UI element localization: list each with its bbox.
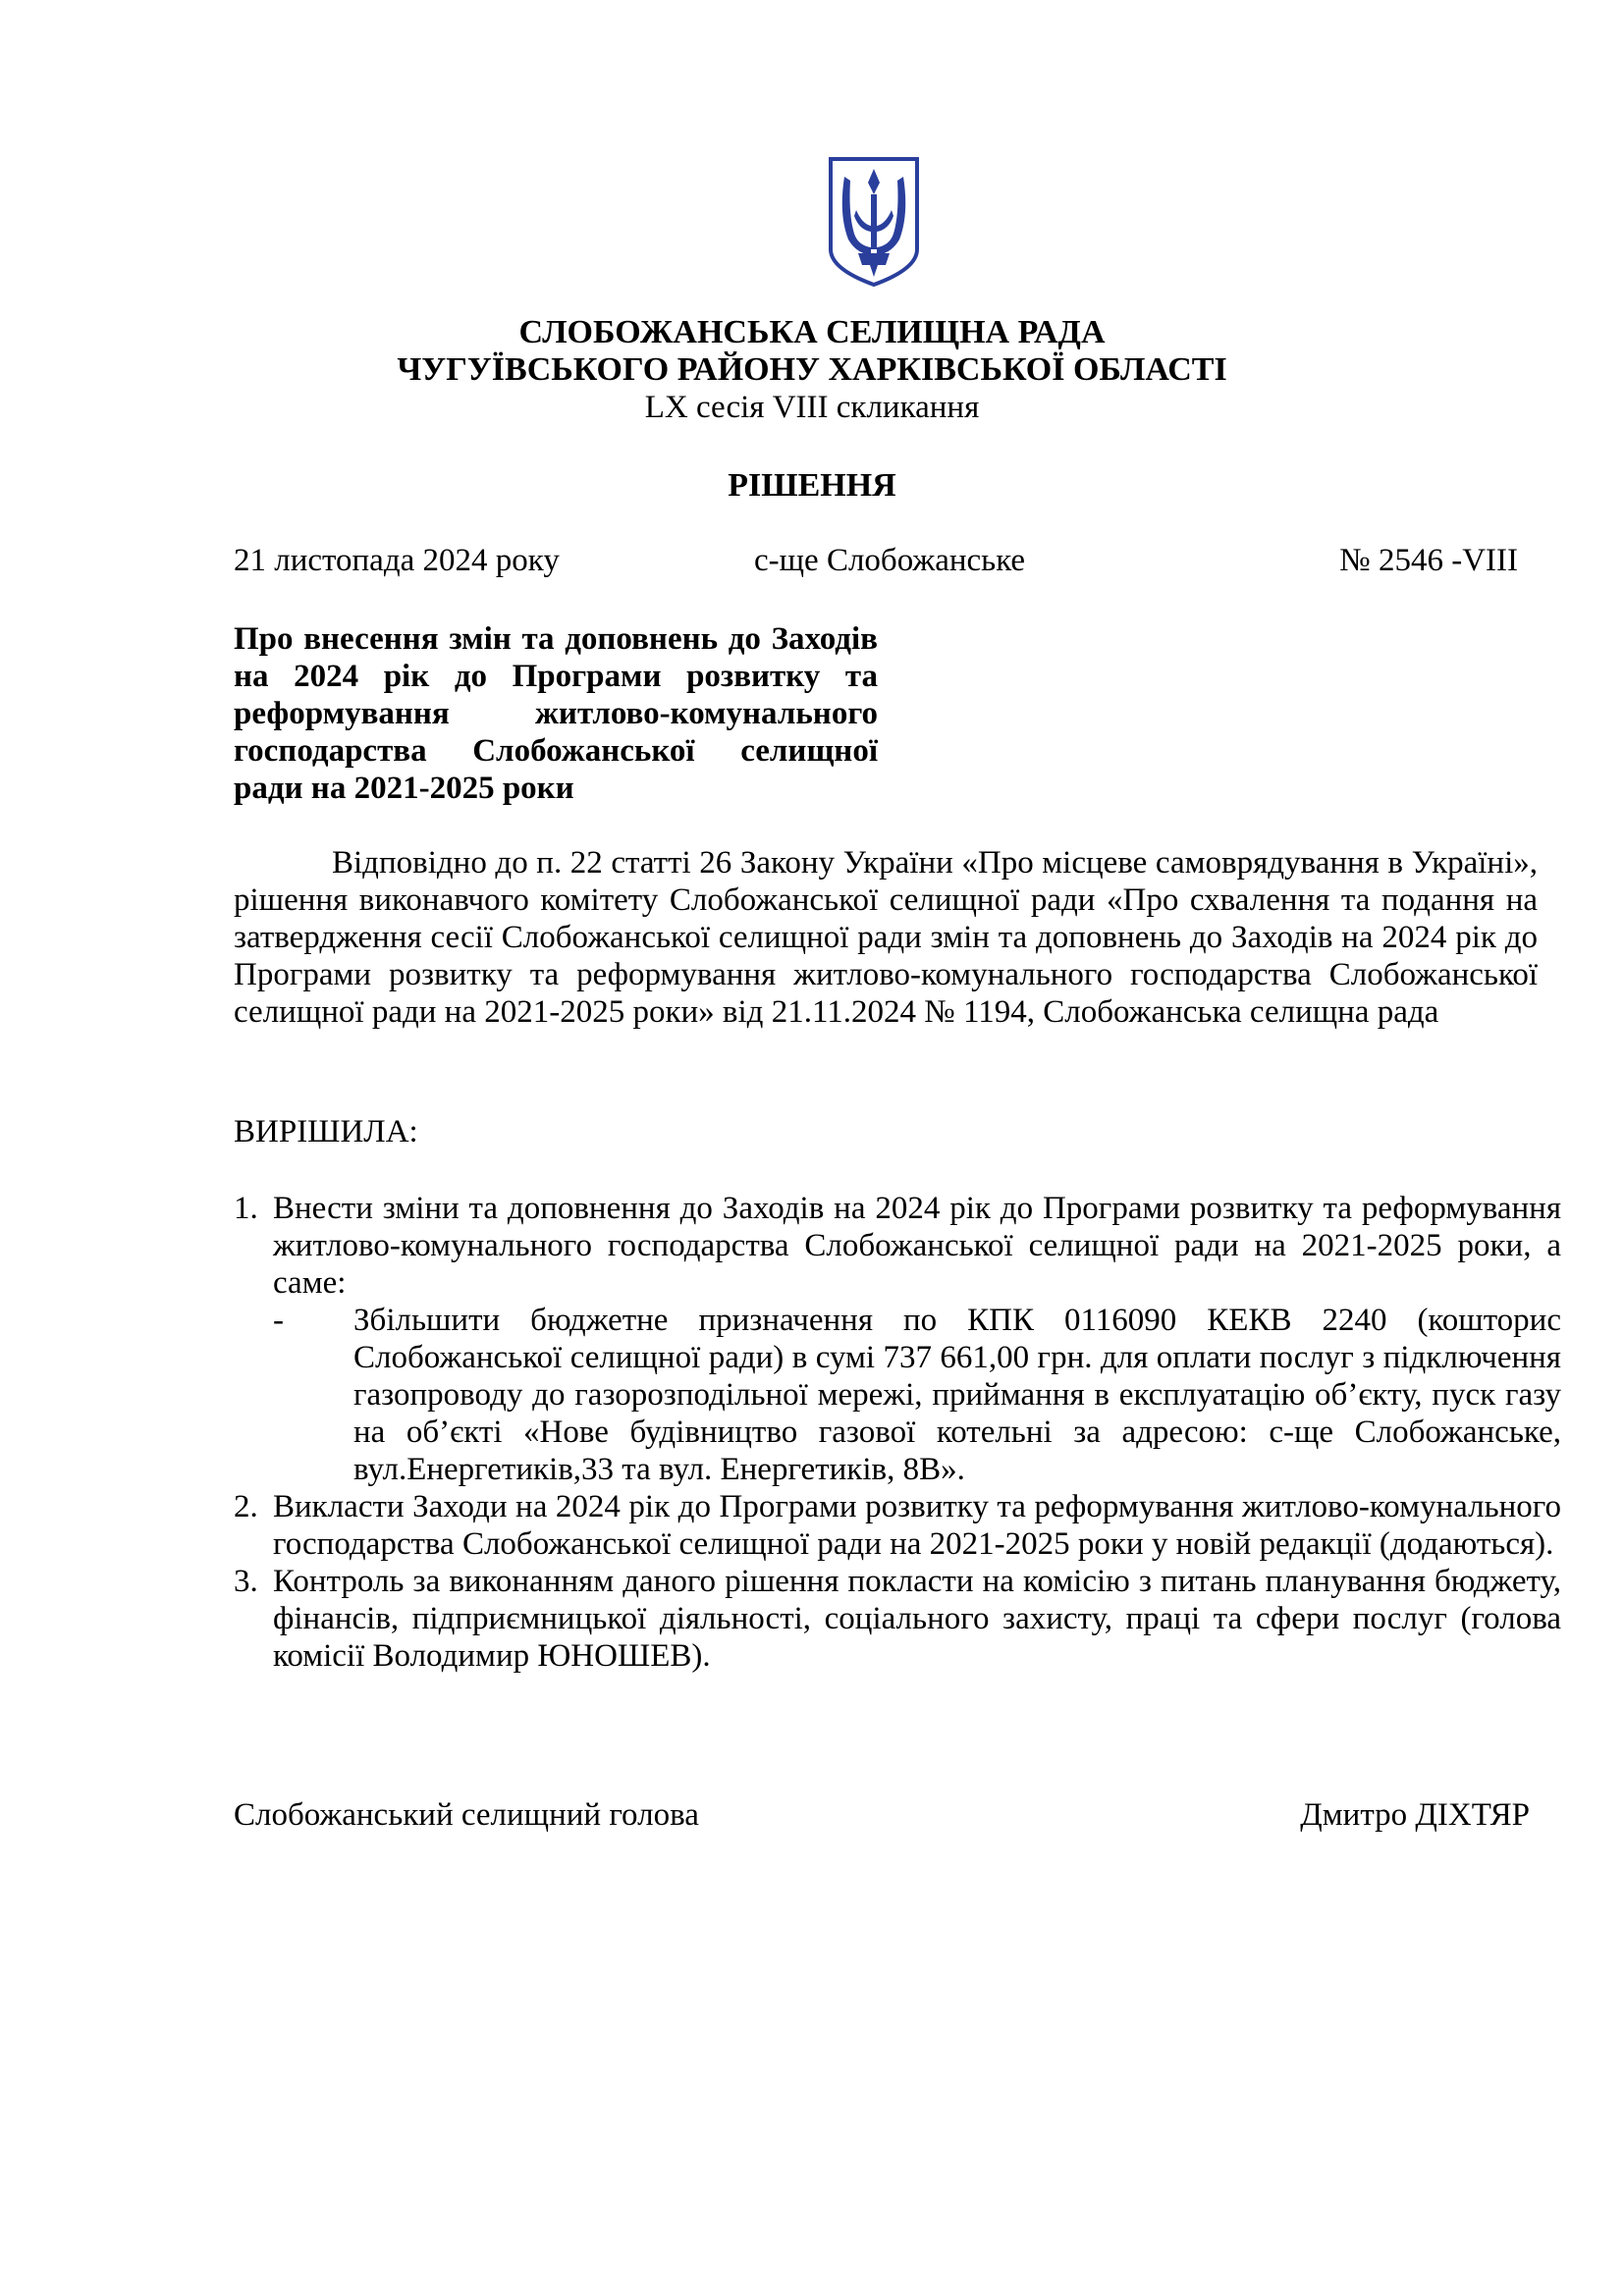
subject-line: ради на 2021-2025 роки [234, 771, 574, 806]
list-item [234, 1488, 1561, 1563]
item-text: Викласти Заходи на 2024 рік до Програми розвитку та реформування житлово-комунального господарства Слобожанської селищної ради на 2021-2025 роки у новій редакції (додаються). [273, 1489, 1561, 1562]
session-line: LX сесія VIII скликання [644, 390, 980, 425]
resolved-heading: ВИРІШИЛА: [234, 1114, 418, 1149]
item-number: 1. [234, 1191, 258, 1226]
subject-line: господарства Слобожанської селищної [234, 733, 878, 769]
sub-item [234, 1302, 1561, 1488]
decision-number: № 2546 -VIII [1339, 543, 1518, 578]
decision-subject [234, 620, 878, 807]
item-text: Внести зміни та доповнення до Заходів на 2024 рік до Програми розвитку та реформування житлово-комунального господарства Слобожанської селищної ради на 2021-2025 роки, а саме: [273, 1191, 1561, 1301]
council-name-line1: СЛОБОЖАНСЬКА СЕЛИЩНА РАДА [518, 314, 1106, 350]
sub-item-text: Збільшити бюджетне призначення по КПК 0116090 КЕКВ 2240 (кошторис Слобожанської селищної ради) в сумі 737 661,00 грн. для оплати послуг з підключення газопроводу до газорозподільної мережі, приймання в експлуатацію об’єкту, пуск газу на об’єкті «Нове будівництво газової котельні за адресою: с-ще Слобожанське, вул.Енергетиків,33 та вул. Енергетиків, 8В». [353, 1303, 1561, 1487]
subject-line: Про внесення змін та доповнень до Заходів [234, 621, 878, 657]
subject-line: на 2024 рік до Програми розвитку та [234, 659, 878, 694]
signatory-name: Дмитро ДІХТЯР [1300, 1797, 1530, 1833]
decision-date: 21 листопада 2024 року [234, 543, 560, 578]
item-number: 3. [234, 1564, 258, 1599]
signatory-title: Слобожанський селищний голова [234, 1797, 699, 1833]
decision-items [234, 1190, 1561, 1675]
list-item [234, 1190, 1561, 1488]
trident-coat-of-arms-icon [827, 155, 921, 289]
item-text: Контроль за виконанням даного рішення покласти на комісію з питань планування бюджету, фінансів, підприємницької діяльності, соціального захисту, праці та сфери послуг (голова комісії Володимир ЮНОШЕВ). [273, 1564, 1561, 1674]
subject-line: реформування житлово-комунального [234, 696, 878, 731]
sub-item-dash: - [273, 1303, 284, 1338]
decision-place: с-ще Слобожанське [754, 543, 1026, 578]
council-name-line2: ЧУГУЇВСЬКОГО РАЙОНУ ХАРКІВСЬКОЇ ОБЛАСТІ [397, 351, 1227, 388]
item-number: 2. [234, 1489, 258, 1524]
document-type: РІШЕННЯ [728, 467, 896, 504]
preamble-paragraph: Відповідно до п. 22 статті 26 Закону України «Про місцеве самоврядування в Україні», рішення виконавчого комітету Слобожанської селищної ради «Про схвалення та подання на затвердження сесії Слобожанської селищної ради змін та доповнень до Заходів на 2024 рік до Програми розвитку та реформування житлово-комунального господарства Слобожанської селищної ради на 2021-2025 роки» від 21.11.2024 № 1194, Слобожанська селищна рада [234, 845, 1538, 1030]
list-item [234, 1563, 1561, 1675]
